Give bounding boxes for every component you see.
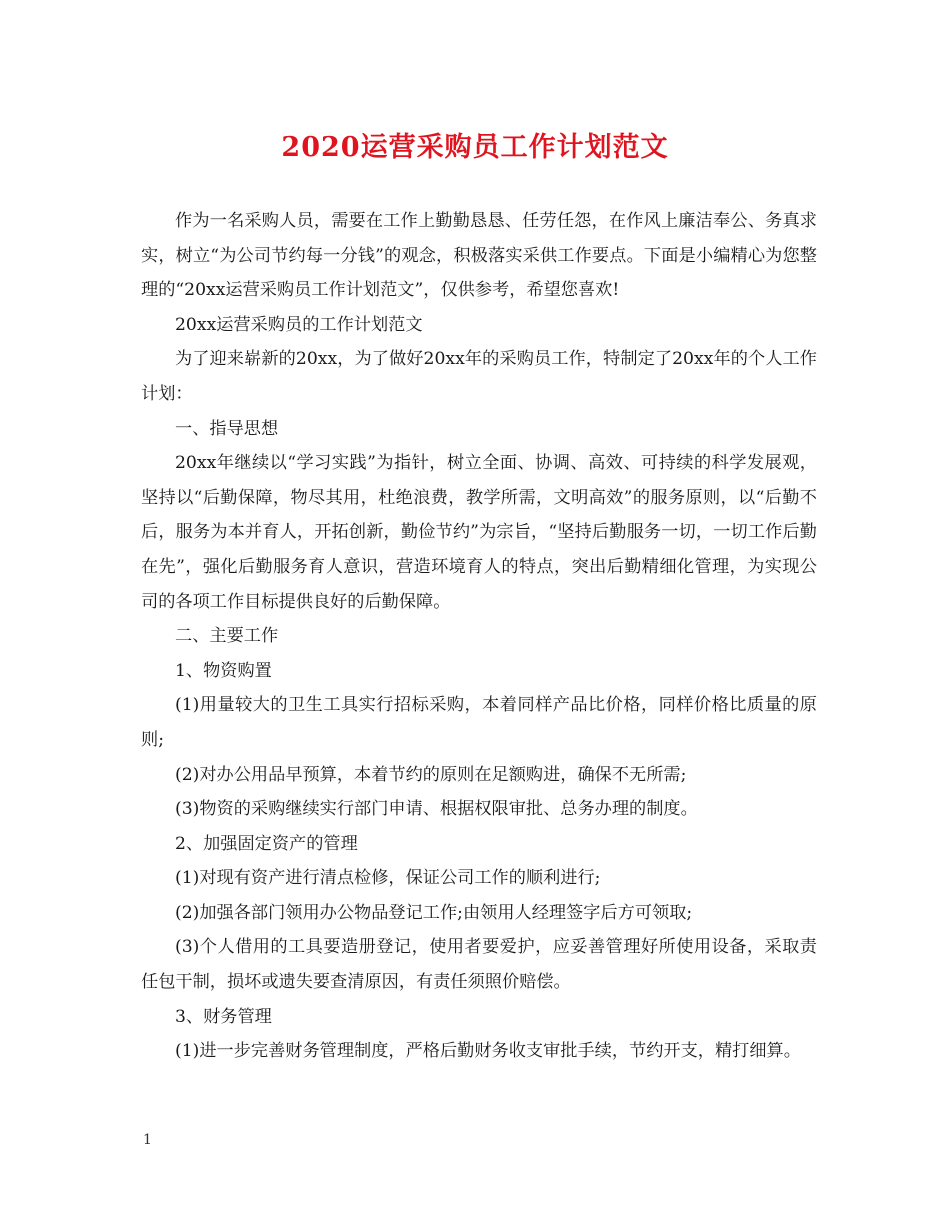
- list-item: (3)个人借用的工具要造册登记，使用者要爱护，应妥善管理好所使用设备，采取责任包干制，损坏或遗失要查清原因，有责任须照价赔偿。: [141, 937, 817, 993]
- list-item: (2)对办公用品早预算，本着节约的原则在足额购进，确保不无所需;: [175, 764, 687, 785]
- paragraph-guiding-idea: 20xx年继续以“学习实践”为指针，树立全面、协调、高效、可持续的科学发展观，坚持以“后勤保障，物尽其用，杜绝浪费，教学所需，文明高效”的服务原则，以“后勤不后，服务为本并育人，开拓创新，勤俭节约”为宗旨，“坚持后勤服务一切，一切工作后勤在先”，强化后勤服务育人意识，营造环境育人的特点，突出后勤精细化管理，为实现公司的各项工作目标提供良好的后勤保障。: [141, 453, 817, 612]
- heading-main-work: 二、主要工作: [175, 626, 279, 647]
- document-body: [141, 204, 817, 1069]
- paragraph-intro: 作为一名采购人员，需要在工作上勤勤恳恳、任劳任怨，在作风上廉洁奉公、务真求实，树立“为公司节约每一分钱”的观念，积极落实采供工作要点。下面是小编精心为您整理的“20xx运营采购员工作计划范文”，仅供参考，希望您喜欢!: [141, 211, 817, 301]
- heading-material-purchase: 1、物资购置: [175, 660, 272, 681]
- list-item: (1)用量较大的卫生工具实行招标采购，本着同样产品比价格，同样价格比质量的原则;: [141, 695, 817, 750]
- page-title: 2020运营采购员工作计划范文: [281, 132, 669, 163]
- list-item: (3)物资的采购继续实行部门申请、根据权限审批、总务办理的制度。: [175, 799, 698, 820]
- list-item: (1)进一步完善财务管理制度，严格后勤财务收支审批手续，节约开支，精打细算。: [175, 1041, 801, 1062]
- list-item: (1)对现有资产进行清点检修，保证公司工作的顺利进行;: [175, 868, 601, 889]
- heading-guiding-idea: 一、指导思想: [175, 418, 279, 439]
- list-item: (2)加强各部门领用办公物品登记工作;由领用人经理签字后方可领取;: [175, 902, 693, 923]
- heading-fixed-assets: 2、加强固定资产的管理: [175, 833, 358, 854]
- paragraph-preface: 为了迎来崭新的20xx，为了做好20xx年的采购员工作，特制定了20xx年的个人工作计划：: [141, 349, 817, 404]
- page-number: 1: [143, 1132, 152, 1148]
- paragraph-subtitle: 20xx运营采购员的工作计划范文: [175, 314, 423, 335]
- heading-finance: 3、财务管理: [175, 1006, 272, 1027]
